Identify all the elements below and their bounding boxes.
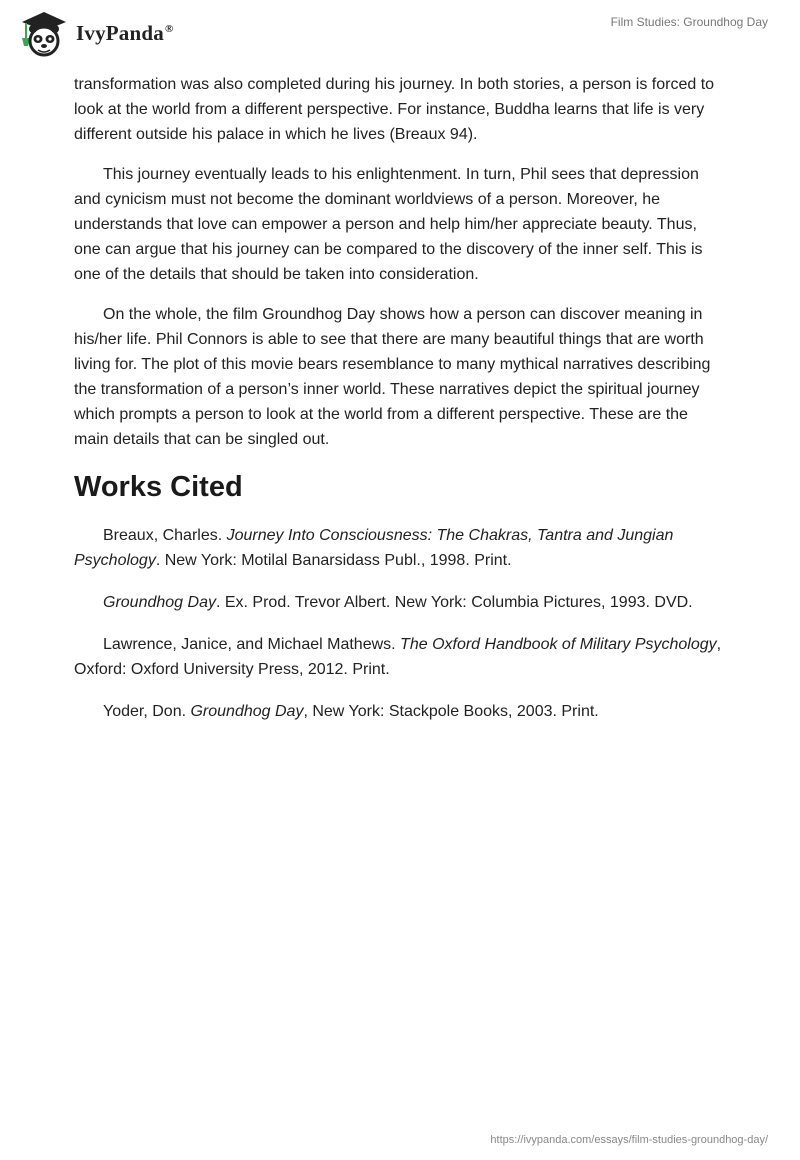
body-paragraph: transformation was also completed during his journey. In both stories, a person is forced to look at the world from a different perspective. For instance, Buddha learns that life is very different outside his palace in which he lives (Breaux 94).: [74, 76, 715, 143]
panda-logo-icon: [16, 8, 72, 58]
citation-title: Journey Into Consciousness: The Chakras, Tantra and Jungian Psychology: [74, 527, 674, 569]
document-title: Film Studies: Groundhog Day: [610, 15, 768, 29]
citation-title: Groundhog Day: [103, 594, 216, 611]
citation-author: Lawrence, Janice, and Michael Mathews.: [103, 636, 401, 653]
citation-entry: [74, 699, 726, 724]
body-paragraph: This journey eventually leads to his enlightenment. In turn, Phil sees that depression and cynicism must not become the dominant worldviews of a person. Moreover, he understands that love can empower a person and help him/her appreciate beauty. Thus, one can argue that his journey can be compared to the discovery of the inner self. This is one of the details that should be taken into consideration.: [74, 166, 703, 283]
citation-details: . New York: Motilal Banarsidass Publ., 1998. Print.: [155, 552, 512, 569]
citation-title: The Oxford Handbook of Military Psychology: [400, 636, 717, 653]
citation-author: Breaux, Charles.: [103, 527, 227, 544]
citation-details: . Ex. Prod. Trevor Albert. New York: Columbia Pictures, 1993. DVD.: [215, 594, 693, 611]
logo[interactable]: [16, 8, 173, 58]
citation-title: Groundhog Day: [190, 703, 304, 720]
citation-entry: [74, 523, 726, 573]
essay-content: [74, 72, 726, 741]
works-cited-heading: Works Cited: [74, 471, 243, 503]
footer-url-link[interactable]: https://ivypanda.com/essays/film-studies-groundhog-day/: [490, 1134, 768, 1146]
citation-entry: [74, 632, 726, 682]
citation-details: , New York: Stackpole Books, 2003. Print.: [303, 703, 599, 720]
citation-author: Yoder, Don.: [103, 703, 191, 720]
page-header: [0, 0, 800, 62]
registered-mark: ®: [164, 22, 174, 35]
brand-name: IvyPanda®: [76, 20, 174, 45]
citation-entry: [74, 590, 726, 615]
body-paragraph: On the whole, the film Groundhog Day shows how a person can discover meaning in his/her life. Phil Connors is able to see that there are many beautiful things that are worth living for. The plot of this movie bears resemblance to many mythical narratives describing the transformation of a person’s inner world. These narratives depict the spiritual journey which prompts a person to look at the world from a different perspective. These are the main details that can be singled out.: [74, 306, 711, 448]
citation-details: , Oxford: Oxford University Press, 2012. Print.: [74, 636, 722, 678]
